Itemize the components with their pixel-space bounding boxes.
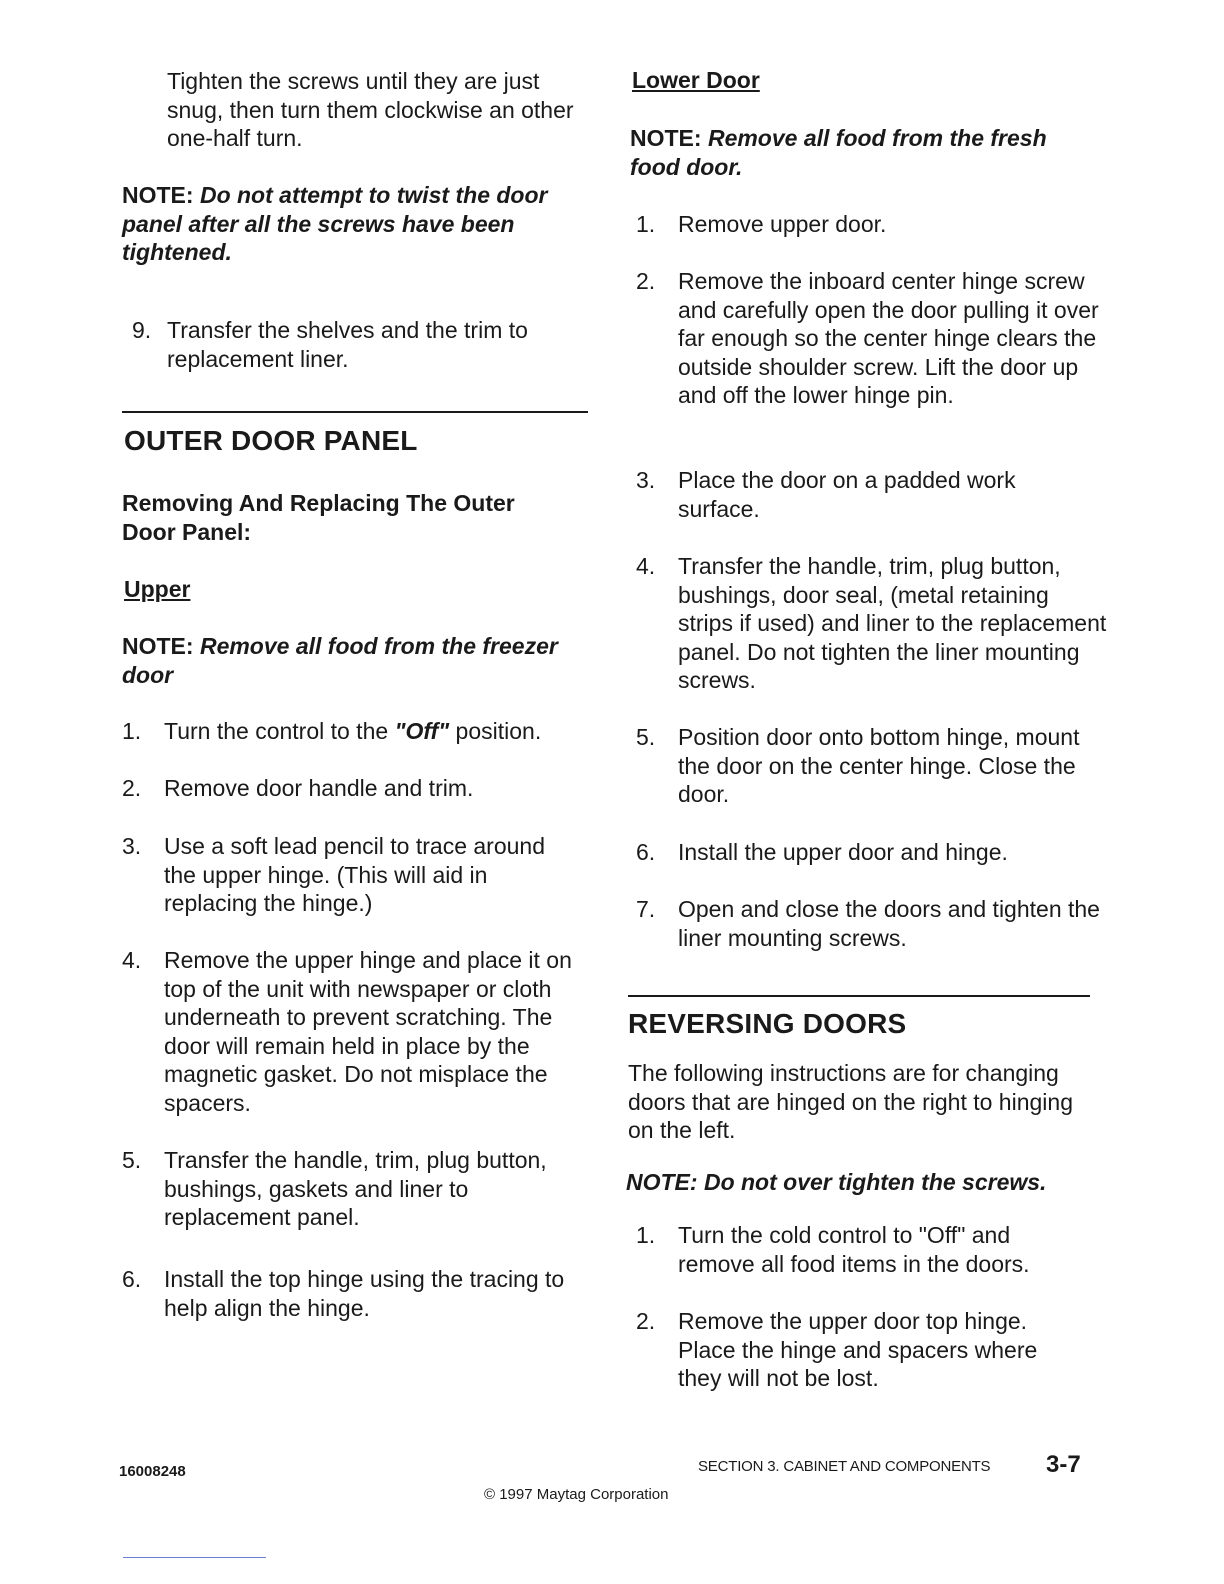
lower-step-6: [636, 838, 1116, 867]
step-number: 4.: [122, 947, 142, 973]
step-number: 3.: [636, 467, 656, 493]
step-number: 2.: [636, 1308, 656, 1334]
upper-step-2: [122, 774, 592, 803]
upper-step-1: [122, 717, 592, 746]
lower-step-5: [636, 723, 1116, 809]
step-text: Use a soft lead pencil to trace around the upper hinge. (This will aid in replacing the hinge.): [164, 833, 546, 917]
lower-step-1: [636, 210, 1116, 239]
reversing-step-2: [636, 1307, 1116, 1393]
step-number: 2.: [636, 268, 656, 294]
note-label: NOTE:: [122, 182, 194, 208]
reversing-step-1: [636, 1221, 1116, 1278]
note-text: Do not over tighten the screws.: [703, 1169, 1047, 1195]
step-number: 1.: [636, 211, 656, 237]
section-divider: [122, 411, 588, 413]
section-heading-outer-door-panel: OUTER DOOR PANEL: [124, 425, 418, 456]
step-text: Transfer the handle, trim, plug button, bushings, gaskets and liner to replacement panel.: [164, 1147, 547, 1231]
step-text: Turn the control to the "Off" position.: [164, 718, 542, 744]
page-number: 3-7: [1046, 1451, 1081, 1478]
lower-step-3: [636, 466, 1116, 523]
step-text: Place the door on a padded work surface.: [678, 467, 1016, 522]
document-number: 16008248: [119, 1463, 186, 1480]
note-label: NOTE:: [122, 633, 194, 659]
upper-step-3: [122, 832, 592, 918]
lower-step-7: [636, 895, 1116, 952]
subheading-removing-replacing: Removing And Replacing The Outer Door Panel:: [122, 490, 515, 545]
step-text: Open and close the doors and tighten the liner mounting screws.: [678, 896, 1100, 951]
bottom-rule: [123, 1557, 266, 1558]
step-text: Turn the cold control to "Off" and remove all food items in the doors.: [678, 1222, 1030, 1277]
note-text: Remove all food from the freezer door: [122, 633, 558, 688]
step-number: 6.: [636, 839, 656, 865]
continued-paragraph: Tighten the screws until they are just snug, then turn them clockwise an other one-half turn.: [167, 68, 574, 152]
step-9: [122, 316, 592, 373]
step-number: 2.: [122, 775, 142, 801]
step-text: Remove door handle and trim.: [164, 775, 474, 801]
step-text: Position door onto bottom hinge, mount the door on the center hinge. Close the door.: [678, 724, 1080, 808]
step-text: Transfer the handle, trim, plug button, bushings, door seal, (metal retaining strips if used) and liner to the replacement panel. Do not tighten the liner mounting screws.: [678, 553, 1107, 694]
note-text: Do not attempt to twist the door panel after all the screws have been tightened.: [122, 182, 548, 266]
note-text: Remove all food from the fresh food door.: [630, 125, 1047, 180]
step-number: 9.: [132, 317, 152, 343]
note-label: NOTE:: [630, 125, 702, 151]
step-text: Install the upper door and hinge.: [678, 839, 1008, 865]
reversing-intro: The following instructions are for changing doors that are hinged on the right to hinging on the left.: [628, 1060, 1073, 1144]
note-freezer-door: [122, 632, 592, 689]
step-number: 1.: [122, 718, 142, 744]
step-number: 4.: [636, 553, 656, 579]
note-over-tighten: [626, 1168, 1096, 1197]
step-text: Install the top hinge using the tracing to help align the hinge.: [164, 1266, 565, 1321]
step-text: Remove the inboard center hinge screw and carefully open the door pulling it over far enough so the center hinge clears the outside shoulder screw. Lift the door up and off the lower hinge pin.: [678, 268, 1099, 409]
upper-label: Upper: [124, 576, 191, 602]
lower-step-4: [636, 552, 1116, 695]
upper-step-4: [122, 946, 592, 1118]
step-text: Transfer the shelves and the trim to replacement liner.: [167, 317, 528, 372]
note-label: NOTE:: [626, 1169, 698, 1195]
step-number: 7.: [636, 896, 656, 922]
step-number: 1.: [636, 1222, 656, 1248]
section-divider: [628, 995, 1090, 997]
step-number: 6.: [122, 1266, 142, 1292]
step-text: Remove the upper hinge and place it on top of the unit with newspaper or cloth underneath to prevent scratching. The door will remain held in place by the magnetic gasket. Do not misplace the spacers.: [164, 947, 572, 1116]
step-number: 3.: [122, 833, 142, 859]
upper-step-6: [122, 1265, 592, 1322]
lower-door-label: Lower Door: [632, 67, 760, 93]
lower-step-2: [636, 267, 1116, 410]
note-twist-door: [122, 181, 592, 267]
step-text: Remove the upper door top hinge. Place the hinge and spacers where they will not be lost.: [678, 1308, 1038, 1392]
step-number: 5.: [636, 724, 656, 750]
copyright: © 1997 Maytag Corporation: [484, 1486, 669, 1503]
step-number: 5.: [122, 1147, 142, 1173]
note-fresh-food-door: [630, 124, 1090, 181]
section-label: SECTION 3. CABINET AND COMPONENTS: [698, 1458, 991, 1475]
upper-step-5: [122, 1146, 592, 1232]
step-text: Remove upper door.: [678, 211, 887, 237]
section-heading-reversing-doors: REVERSING DOORS: [628, 1008, 907, 1039]
